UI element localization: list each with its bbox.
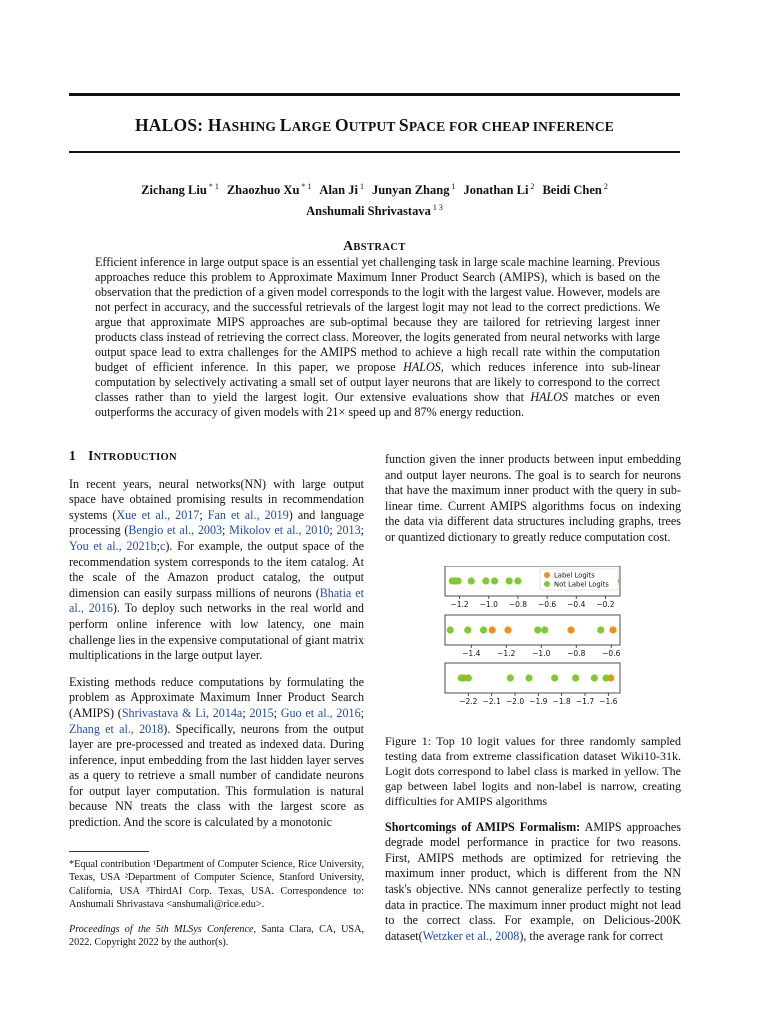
x-tick-label: −1.9: [529, 696, 548, 706]
citation-link[interactable]: Bhatia et al., 2016: [69, 585, 364, 616]
not-label-logit-point: [465, 674, 472, 681]
footnote-rule: [69, 851, 149, 852]
x-tick-label: −2.2: [459, 696, 478, 706]
label-logit-point: [609, 626, 616, 633]
not-label-logit-point: [464, 626, 471, 633]
x-tick-label: −2.0: [505, 696, 525, 706]
top-rule: [69, 93, 680, 96]
citation-link[interactable]: Guo et al., 2016: [280, 705, 361, 720]
not-label-logit-point: [572, 674, 579, 681]
x-tick-label: −1.2: [497, 648, 516, 658]
not-label-logit-point: [541, 626, 548, 633]
citation-link[interactable]: c: [160, 538, 166, 553]
figure-caption: Figure 1: Top 10 logit values for three randomly sampled testing data from extreme classification dataset Wiki10-31k. Logit dots correspond to label class is marked in yellow. The gap between label logits and non-label is narrow, creating difficulties for AMIPS algorithms: [385, 733, 681, 809]
shortcomings-heading: Shortcomings of AMIPS Formalism:: [385, 819, 581, 834]
not-label-logit-point: [551, 674, 558, 681]
citation-link[interactable]: 2015: [249, 705, 274, 720]
citation-link[interactable]: Bengio et al., 2003: [128, 523, 223, 538]
citation-link[interactable]: Wetzker et al., 2008: [422, 928, 520, 943]
not-label-logit-point: [455, 577, 462, 584]
not-label-logit-point: [507, 674, 514, 681]
figure-1: [385, 566, 681, 726]
left-column: [69, 448, 364, 961]
not-label-logit-point: [591, 674, 598, 681]
affiliation-footnote: *Equal contribution ¹Department of Computer Science, Rice University, Texas, USA ²Department of Computer Science, Stanford University, California, USA ³ThirdAI Corp. Texas, USA. Correspondence to: Anshumali Shrivastava <anshumali@rice.edu>.: [69, 858, 364, 911]
title-bottom-rule: [69, 151, 680, 153]
author-name: Junyan Zhang $^1$: [371, 182, 456, 198]
right-column: [385, 452, 681, 955]
not-label-logit-point: [534, 626, 541, 633]
x-tick-label: −1.2: [450, 599, 469, 609]
not-label-logit-point: [482, 577, 489, 584]
x-tick-label: −0.6: [537, 599, 557, 609]
abstract-heading: ABSTRACT: [343, 238, 406, 253]
not-label-logit-point: [506, 577, 513, 584]
not-label-logit-point: [491, 577, 498, 584]
citation-link[interactable]: Zhang et al., 2018: [69, 721, 164, 736]
label-logit-point: [567, 626, 574, 633]
x-tick-label: −1.4: [462, 648, 481, 658]
author-list: [69, 178, 680, 220]
author-name: Jonathan Li $^2$: [463, 182, 535, 198]
intro-paragraph-2: Existing methods reduce computations by formulating the problem as Approximate Maximum Inner Product Search (AMIPS) (Shrivastava & Li, 2014a; 2015; Guo et al., 2016; Zhang et al., 2018). Specifically, neurons from the output layer are pre-processed and treated as indexed data. During inference, input embedding from the last hidden layer serves as a query to retrieve a small number of candidate neurons for output layer computation. This formulation is natural because NN treats the class with the largest score as prediction. And the score is calculated by a monotonic: [69, 674, 364, 830]
author-name: Alan Ji $^1$: [319, 182, 364, 198]
x-tick-label: −0.4: [567, 599, 586, 609]
label-logit-point: [504, 626, 511, 633]
label-logit-point: [489, 626, 496, 633]
not-label-logit-point: [458, 674, 465, 681]
citation-link[interactable]: 2013: [336, 523, 361, 538]
x-tick-label: −1.6: [599, 696, 618, 706]
x-tick-label: −1.7: [575, 696, 595, 706]
abstract-text: Efficient inference in large output space is an essential yet challenging task in large scale machine learning. Previous approaches reduce this problem to Approximate Maximum Inner Product Search (AMIPS), which is based on the observation that the prediction of a given model corresponds to the logit with the largest value. However, models are not perfect in accuracy, and the successful retrievals of the largest logit may not lead to the correct predictions. We argue that approximate MIPS approaches are sub-optimal because they are tailored for retrieving largest inner products class instead of retrieving the correct class. Moreover, the logits generated from neural networks with large output space lead to extra challenges for the AMIPS method to achieve a high recall rate within the computation budget of efficient inference. In this paper, we propose HALOS, which reduces inference into sub-linear computation by selectively activating a small set of output layer neurons that are likely to correspond to the correct classes rather than to yield the largest logit. Our extensive evaluations show that HALOS matches or even outperforms the accuracy of given models with 21× speed up and 87% energy reduction.: [95, 255, 661, 419]
citation-link[interactable]: Xue et al., 2017: [116, 507, 200, 522]
not-label-logit-point: [468, 577, 475, 584]
intro-paragraph-1: In recent years, neural networks(NN) with large output space have obtained promising results in recommendation systems (Xue et al., 2017; Fan et al., 2019) and language processing (Bengio et al., 2003; Mikolov et al., 2010; 2013; You et al., 2021b;c). For example, the output space of the recommendation system corresponds to the item catalog. At the scale of the Amazon product catalog, the output dimension can easily surpass millions of neurons (Bhatia et al., 2016). To deploy such networks in the real world and perform online inference with low latency, one main challenge lies in the expensive computational of giant matrix multiplications in the large output layer.: [69, 476, 365, 663]
legend-label-marker: [544, 572, 550, 578]
not-label-logit-point: [525, 674, 532, 681]
citation-link[interactable]: Shrivastava & Li, 2014a: [121, 705, 243, 720]
section-heading: 1 INTRODUCTION: [69, 448, 177, 463]
legend-not-label-marker: [544, 581, 550, 587]
not-label-logit-point: [480, 626, 487, 633]
paper-title: HALOS: HASHING LARGE OUTPUT SPACE FOR CHEAP INFERENCE: [134, 115, 615, 135]
not-label-logit-point: [597, 626, 604, 633]
citation-link[interactable]: Mikolov et al., 2010: [229, 523, 330, 538]
author-name: Zhaozhuo Xu $^{* 1}$: [226, 182, 312, 198]
legend-entry: Label Logits: [554, 571, 595, 580]
right-paragraph-1: function given the inner products between input embedding and output layer neurons. The goal is to search for neurons that have the maximum inner product with the query in sub-linear time. Current AMIPS algorithms focus on indexing the data via different data structures including graphs, trees or quantized dictionary to greatly reduce computation cost.: [385, 452, 681, 544]
author-name: Zichang Liu $^{* 1}$: [141, 182, 219, 198]
logit-scatter-plots: [385, 566, 681, 726]
x-tick-label: −1.0: [532, 648, 551, 658]
x-tick-label: −0.8: [508, 599, 528, 609]
x-tick-label: −1.0: [479, 599, 498, 609]
citation-link[interactable]: Fan et al., 2019: [207, 507, 289, 522]
not-label-logit-point: [602, 674, 609, 681]
right-paragraph-2: Shortcomings of AMIPS Formalism: AMIPS approaches degrade model performance in practice for two reasons. First, AMIPS methods are optimized for retrieving the maximum inner product, which is different from the NN task's objective. NNs cannot generalize perfectly to testing data in practice. The maximum inner product might not lead to the correct class. For example, on Delicious-200K dataset(Wetzker et al., 2008), the average rank for correct: [385, 819, 681, 943]
author-name: Beidi Chen $^2$: [542, 182, 608, 198]
x-tick-label: −0.6: [602, 648, 621, 658]
x-tick-label: −2.1: [482, 696, 501, 706]
x-tick-label: −1.8: [552, 696, 571, 706]
citation-link[interactable]: You et al., 2021b: [69, 538, 157, 553]
not-label-logit-point: [514, 577, 521, 584]
x-tick-label: −0.2: [596, 599, 615, 609]
proceedings-note: Proceedings of the 5th MLSys Conference, Santa Clara, CA, USA, 2022. Copyright 2022 by the author(s).: [69, 923, 364, 949]
x-tick-label: −0.8: [567, 648, 586, 658]
author-name: Anshumali Shrivastava $^{1 3}$: [306, 203, 443, 219]
not-label-logit-point: [447, 626, 454, 633]
legend-entry: Not Label Logits: [554, 580, 609, 589]
